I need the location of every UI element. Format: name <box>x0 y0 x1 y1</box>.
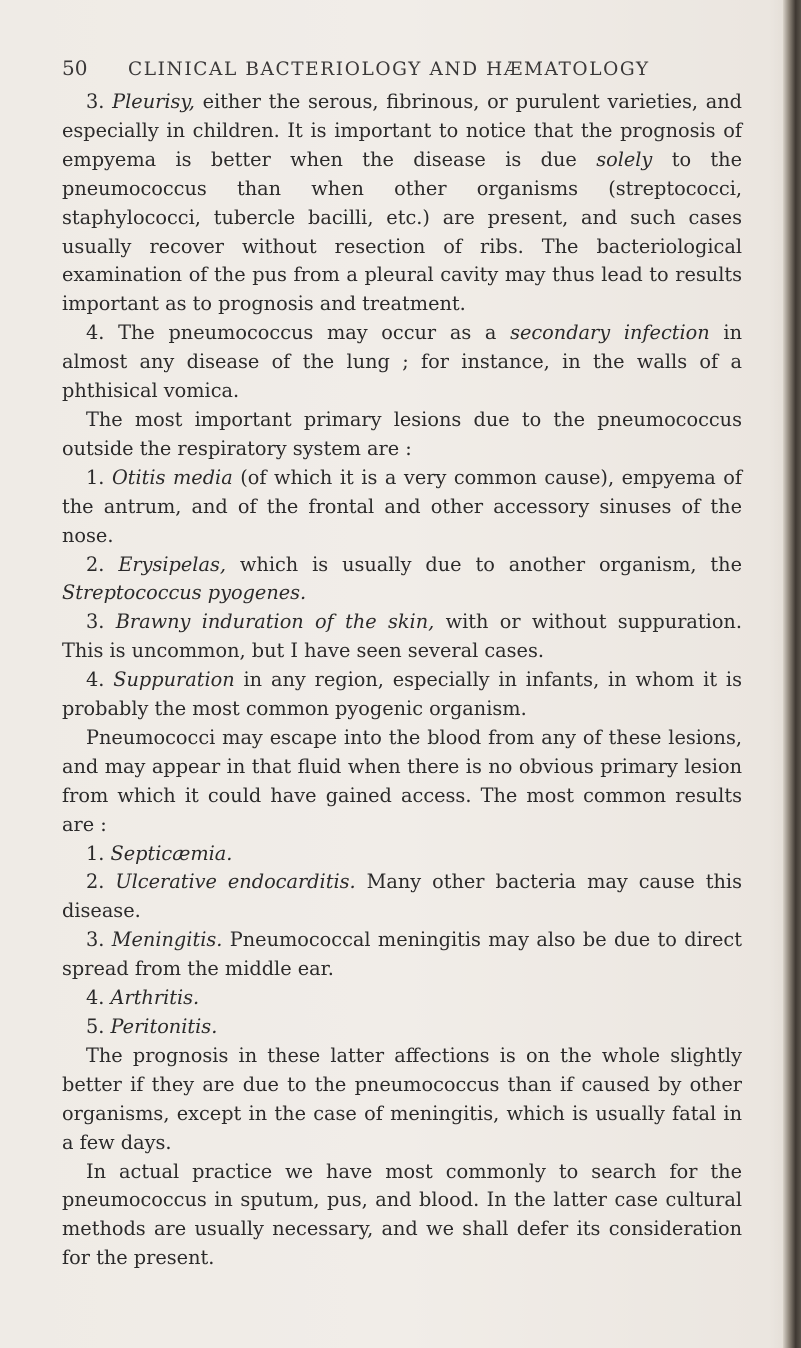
heading-pleurisy: Pleurisy, <box>112 90 195 113</box>
emphasis-secondary-infection: secondary infection <box>510 321 710 345</box>
list-item-septicaemia: 1. Septicæmia. <box>86 841 233 865</box>
emphasis-solely: solely <box>596 147 653 171</box>
page-number: 50 <box>62 56 88 80</box>
paragraph-prognosis: The prognosis in these latter affections is on the whole slightly better if they are due to the pneumococcus than if caused by other organisms, except in the case of meningitis, which is usually fatal in a few days. <box>62 1043 742 1154</box>
list-item-suppuration: 4. Suppuration in any region, especially in infants, in whom it is probably the most common pyogenic organism. <box>62 668 742 721</box>
list-item-otitis-media: 1. Otitis media (of which it is a very common cause), empyema of the antrum, and of the frontal and other accessory sinuses of the nose. <box>62 465 742 547</box>
list-item-ulcerative-endocarditis: 2. Ulcerative endocarditis. Many other bacteria may cause this disease. <box>62 870 742 923</box>
list-item-brawny-induration: 3. Brawny induration of the skin, with or without suppuration. This is uncommon, but I have seen several cases. <box>62 610 742 663</box>
list-item-erysipelas: 2. Erysipelas, which is usually due to another organism, the Streptococcus pyogenes. <box>62 552 742 605</box>
list-item-meningitis: 3. Meningitis. Pneumococcal meningitis may also be due to direct spread from the middle ear. <box>62 928 742 981</box>
paragraph-blood-escape: Pneumococci may escape into the blood from any of these lesions, and may appear in that fluid when there is no obvious primary lesion from which it could have gained access. The most common results are : <box>62 725 742 836</box>
paragraph-pleurisy: 3. Pleurisy, either the serous, fibrinous, or purulent varieties, and especially in children. It is important to notice that the prognosis of empyema is better when the disease is due solely to the pneumococcus than when other organisms (streptococci, staphylococci, tubercle bacilli, etc.) are present, and such cases usually recover without resection of ribs. The bacteriological examination of the pus from a pleural cavity may thus lead to results important as to prognosis and treatment. <box>62 90 742 316</box>
paragraph-actual-practice: In actual practice we have most commonly to search for the pneumococcus in sputum, pus, and blood. In the latter case cultural methods are usually necessary, and we shall defer its consideration for the present. <box>62 1159 742 1270</box>
list-item-peritonitis: 5. Peritonitis. <box>86 1015 218 1038</box>
running-header <box>62 56 762 80</box>
paragraph-secondary-infection: 4. The pneumococcus may occur as a secondary infection in almost any disease of the lung ; for instance, in the walls of a phthisical vomica. <box>62 321 742 403</box>
page-edge-shadow <box>783 0 801 1348</box>
running-title: CLINICAL BACTERIOLOGY AND HÆMATOLOGY <box>128 59 650 80</box>
paragraph-primary-lesions-intro: The most important primary lesions due to the pneumococcus outside the respiratory system are : <box>62 407 742 460</box>
page-body <box>62 88 742 1273</box>
list-item-arthritis: 4. Arthritis. <box>86 986 200 1010</box>
